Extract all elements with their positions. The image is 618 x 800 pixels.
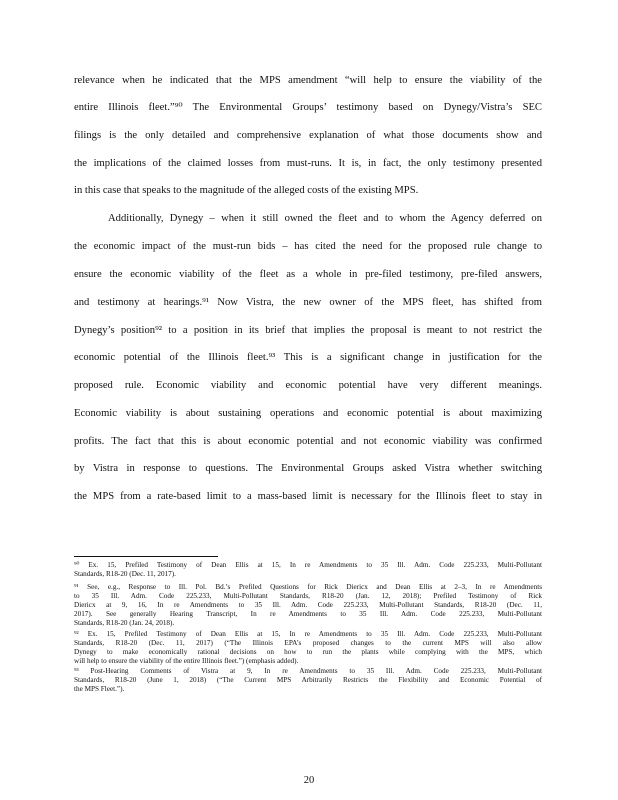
- footnote-line: will help to ensure the viability of the entire Illinois fleet.”) (emphasis added).: [74, 657, 299, 665]
- body-line: the MPS from a rate-based limit to a mass-based limit is necessary for the Illinois fleet to stay in: [74, 491, 542, 502]
- footnote-line: 2017). See generally Hearing Transcript, In re Amendments to 35 Ill. Adm. Code 225.233, Multi-Pollutant: [74, 610, 542, 618]
- body-line: entire Illinois fleet.”⁹⁰ The Environmental Groups’ testimony based on Dynegy/Vistra’s SEC: [74, 102, 542, 113]
- body-line: ensure the economic viability of the fleet as a whole in pre-filed testimony, pre-filed answers,: [74, 269, 542, 280]
- footnote-line: ⁹² Ex. 15, Prefiled Testimony of Dean Ellis at 15, In re Amendments to 35 Ill. Adm. Code 225.233, Multi-Pollutant: [74, 630, 542, 638]
- body-line: the economic impact of the must-run bids – has cited the need for the proposed rule change to: [74, 241, 542, 252]
- body-line: Additionally, Dynegy – when it still owned the fleet and to whom the Agency deferred on: [108, 213, 542, 224]
- body-line: relevance when he indicated that the MPS amendment “will help to ensure the viability of the: [74, 75, 542, 86]
- page-number: 20: [303, 775, 315, 786]
- footnote-line: Standards, R18-20 (Dec. 11, 2017) (“The Illinois EPA’s proposed changes to the current MPS will also allow: [74, 639, 542, 647]
- footnote-line: to 35 Ill. Adm. Code 225.233, Multi-Pollutant Standards, R18-20 (Jan. 12, 2018); Prefiled Testimony of Rick: [74, 592, 542, 600]
- body-line: and testimony at hearings.⁹¹ Now Vistra, the new owner of the MPS fleet, has shifted from: [74, 297, 542, 308]
- footnote-line: ⁹⁰ Ex. 15, Prefiled Testimony of Dean Ellis at 15, In re Amendments to 35 Ill. Adm. Code 225.233, Multi-Pollutant: [74, 561, 542, 569]
- footnote-separator: [74, 556, 218, 557]
- body-line: the implications of the claimed losses from must-runs. It is, in fact, the only testimony presented: [74, 158, 542, 169]
- body-line: Dynegy’s position⁹² to a position in its brief that implies the proposal is meant to not restrict the: [74, 325, 542, 336]
- body-line: filings is the only detailed and comprehensive explanation of what those documents show and: [74, 130, 542, 141]
- footnote-line: Standards, R18-20 (Jan. 24, 2018).: [74, 619, 175, 627]
- footnote-line: Dynegy to make economically rational decisions on how to run the plants while complying with the MPS, which: [74, 648, 542, 656]
- footnote-line: Standards, R18-20 (Dec. 11, 2017).: [74, 570, 176, 578]
- footnote-line: Diericx at 9, 16, In re Amendments to 35 Ill. Adm. Code 225.233, Multi-Pollutant Standards, R18-20 (Dec. 11,: [74, 601, 542, 609]
- body-line: economic potential of the Illinois fleet.⁹³ This is a significant change in justification for the: [74, 352, 542, 363]
- body-line: proposed rule. Economic viability and economic potential have very different meanings.: [74, 380, 542, 391]
- body-line: Economic viability is about sustaining operations and economic potential is about maximizing: [74, 408, 542, 419]
- footnote-line: Standards, R18-20 (June 1, 2018) (“The Current MPS Arbitrarily Restricts the Flexibility and Economic Potential of: [74, 676, 542, 684]
- body-line: profits. The fact that this is about economic potential and not economic viability was confirmed: [74, 436, 542, 447]
- footnote-line: ⁹¹ See, e.g., Response to Ill. Pol. Bd.’s Prefiled Questions for Rick Diericx and Dean Ellis at 2–3, In re Amendments: [74, 583, 542, 591]
- footnote-line: the MPS Fleet.”).: [74, 685, 125, 693]
- footnote-line: ⁹³ Post-Hearing Comments of Vistra at 9, In re Amendments to 35 Ill. Adm. Code 225.233, Multi-Pollutant: [74, 667, 542, 675]
- body-line: in this case that speaks to the magnitude of the alleged costs of the existing MPS.: [74, 185, 419, 196]
- body-line: by Vistra in response to questions. The Environmental Groups asked Vistra whether switching: [74, 463, 542, 474]
